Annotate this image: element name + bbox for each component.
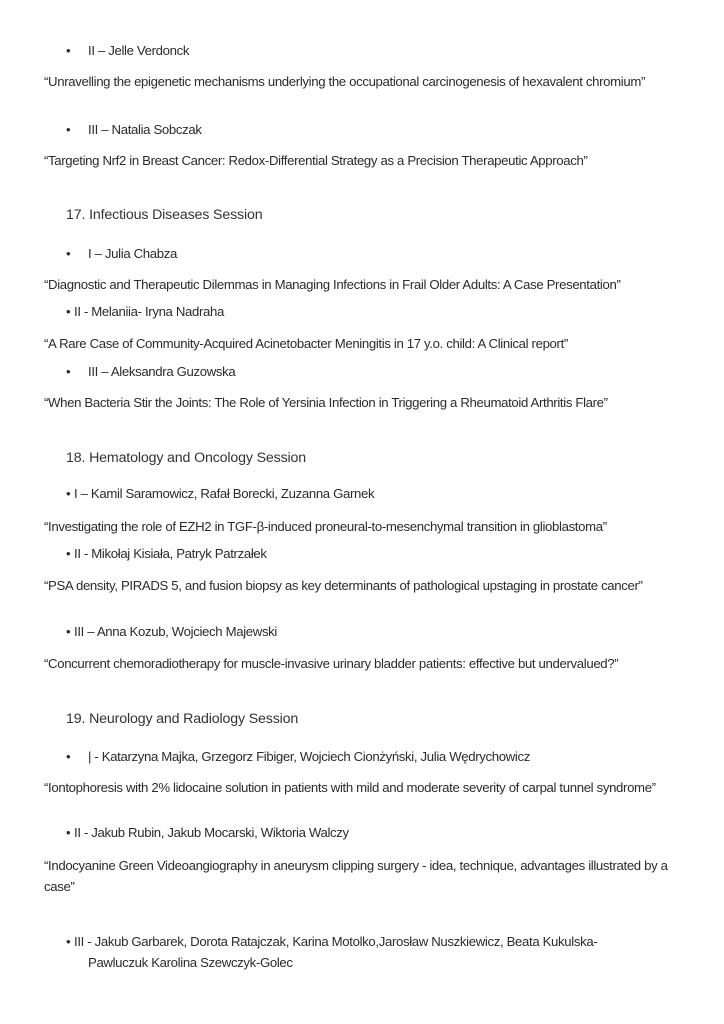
speaker-line bbox=[66, 546, 267, 561]
session-heading: 19. Neurology and Radiology Session bbox=[66, 711, 299, 727]
presentation-title: “Targeting Nrf2 in Breast Cancer: Redox-Differential Strategy as a Precision Therapeutic Approach” bbox=[44, 153, 588, 168]
bullet-icon: • bbox=[66, 546, 71, 561]
speaker-name: | - Katarzyna Majka, Grzegorz Fibiger, Wojciech Cionżyński, Julia Wędrychowicz bbox=[88, 749, 530, 764]
presentation-title: “A Rare Case of Community-Acquired Acinetobacter Meningitis in 17 y.o. child: A Clinical report” bbox=[44, 336, 568, 351]
speaker-name-continued: Pawluczuk Karolina Szewczyk-Golec bbox=[88, 955, 293, 970]
bullet-icon: • bbox=[66, 122, 71, 137]
bullet-icon: • bbox=[66, 304, 71, 319]
bullet-icon: • bbox=[66, 43, 71, 58]
speaker-line bbox=[66, 749, 530, 764]
bullet-icon: • bbox=[66, 934, 71, 949]
bullet-icon: • bbox=[66, 624, 71, 639]
presentation-title: “PSA density, PIRADS 5, and fusion biopsy as key determinants of pathological upstaging in prostate cancer” bbox=[44, 578, 643, 593]
speaker-name: III – Natalia Sobczak bbox=[88, 122, 202, 137]
speaker-name: II – Jelle Verdonck bbox=[88, 43, 190, 58]
speaker-line bbox=[66, 43, 189, 58]
presentation-title: “Unravelling the epigenetic mechanisms underlying the occupational carcinogenesis of hexavalent chromium” bbox=[44, 74, 645, 89]
presentation-title: “Indocyanine Green Videoangiography in aneurysm clipping surgery - idea, technique, advantages illustrated by a case” bbox=[44, 858, 668, 894]
speaker-name: III – Aleksandra Guzowska bbox=[88, 364, 236, 379]
session-heading: 17. Infectious Diseases Session bbox=[66, 207, 263, 223]
speaker-line bbox=[66, 931, 646, 973]
speaker-line bbox=[66, 122, 202, 137]
speaker-name: II - Jakub Rubin, Jakub Mocarski, Wiktoria Walczy bbox=[74, 825, 349, 840]
bullet-icon: • bbox=[66, 749, 71, 764]
speaker-line bbox=[66, 486, 374, 501]
presentation-title: “Diagnostic and Therapeutic Dilemmas in Managing Infections in Frail Older Adults: A Case Presentation” bbox=[44, 277, 621, 292]
bullet-icon: • bbox=[66, 825, 71, 840]
presentation-title: “When Bacteria Stir the Joints: The Role of Yersinia Infection in Triggering a Rheumatoid Arthritis Flare” bbox=[44, 395, 608, 410]
speaker-name: III – Anna Kozub, Wojciech Majewski bbox=[74, 624, 278, 639]
speaker-line bbox=[66, 825, 349, 840]
session-heading: 18. Hematology and Oncology Session bbox=[66, 450, 307, 466]
speaker-name: II - Mikołaj Kisiała, Patryk Patrzałek bbox=[74, 546, 267, 561]
bullet-icon: • bbox=[66, 246, 71, 261]
speaker-line bbox=[66, 246, 177, 261]
presentation-title: “Investigating the role of EZH2 in TGF-β-induced proneural-to-mesenchymal transition in glioblastoma” bbox=[44, 519, 607, 534]
presentation-title: “Iontophoresis with 2% lidocaine solution in patients with mild and moderate severity of carpal tunnel syndrome” bbox=[44, 780, 656, 795]
speaker-name: I – Kamil Saramowicz, Rafał Borecki, Zuzanna Garnek bbox=[74, 486, 375, 501]
bullet-icon: • bbox=[66, 364, 71, 379]
speaker-name: III - Jakub Garbarek, Dorota Ratajczak, Karina Motolko,Jarosław Nuszkiewicz, Beata Kukulska- bbox=[74, 934, 598, 949]
presentation-title: “Concurrent chemoradiotherapy for muscle-invasive urinary bladder patients: effective but undervalued?” bbox=[44, 656, 619, 671]
bullet-icon: • bbox=[66, 486, 71, 501]
speaker-name: II - Melaniia- Iryna Nadraha bbox=[74, 304, 224, 319]
speaker-line bbox=[66, 624, 277, 639]
speaker-name: I – Julia Chabza bbox=[88, 246, 177, 261]
speaker-line bbox=[66, 304, 224, 319]
speaker-line bbox=[66, 364, 235, 379]
